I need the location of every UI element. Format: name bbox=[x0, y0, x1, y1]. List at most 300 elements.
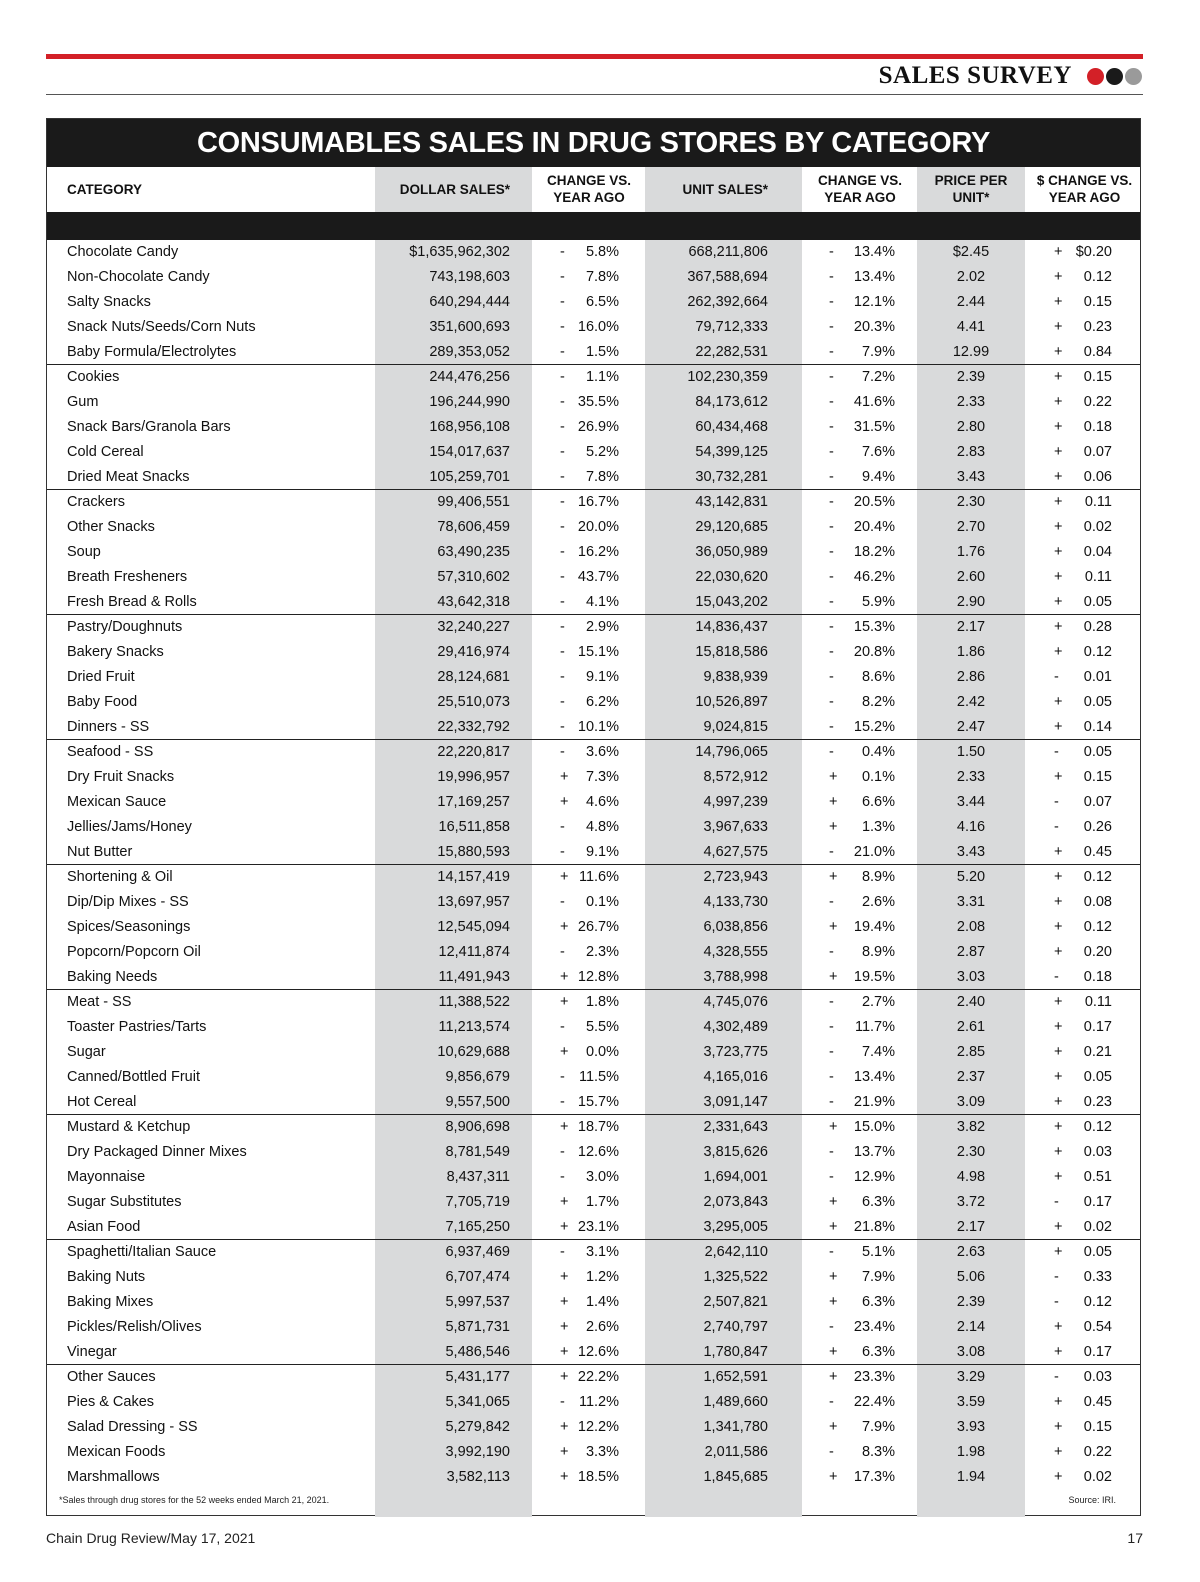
price-cell: 3.93 bbox=[956, 1419, 986, 1435]
dollar-change-value: 2.3% bbox=[585, 944, 619, 960]
price-change-sign: - bbox=[1054, 794, 1059, 810]
dollar-sales-cell: 16,511,858 bbox=[438, 819, 510, 835]
table-row bbox=[47, 1015, 1140, 1040]
dollar-change-sign: - bbox=[560, 894, 565, 910]
unit-change-sign: + bbox=[829, 1219, 838, 1235]
table-row bbox=[47, 1090, 1140, 1115]
dollar-change-cell bbox=[535, 990, 635, 1015]
category-cell: Pastry/Doughnuts bbox=[67, 619, 183, 635]
price-change-cell bbox=[1027, 1240, 1142, 1265]
unit-change-sign: - bbox=[829, 1244, 834, 1260]
dollar-change-cell bbox=[535, 790, 635, 815]
dollar-change-cell bbox=[535, 1440, 635, 1465]
dollar-change-value: 18.5% bbox=[577, 1469, 619, 1485]
unit-change-value: 8.6% bbox=[861, 669, 895, 685]
unit-change-value: 5.1% bbox=[861, 1244, 895, 1260]
unit-change-sign: - bbox=[829, 844, 834, 860]
price-change-value: 0.21 bbox=[1083, 1044, 1112, 1060]
category-cell: Spices/Seasonings bbox=[67, 919, 191, 935]
table-row bbox=[47, 515, 1140, 540]
unit-sales-cell: 1,652,591 bbox=[703, 1369, 768, 1385]
unit-sales-cell: 668,211,806 bbox=[688, 244, 768, 260]
section-dots bbox=[1087, 68, 1142, 85]
dollar-sales-cell: 19,996,957 bbox=[437, 769, 510, 785]
price-change-sign: + bbox=[1054, 844, 1063, 860]
dollar-sales-cell: 78,606,459 bbox=[437, 519, 510, 535]
price-change-sign: + bbox=[1054, 369, 1063, 385]
dollar-change-cell bbox=[535, 490, 635, 515]
unit-change-cell bbox=[803, 615, 915, 640]
unit-sales-cell: 43,142,831 bbox=[695, 494, 768, 510]
price-cell: 2.44 bbox=[956, 294, 986, 310]
dollar-sales-cell: 28,124,681 bbox=[437, 669, 510, 685]
price-cell: 3.72 bbox=[956, 1194, 986, 1210]
price-change-cell bbox=[1027, 1140, 1142, 1165]
category-cell: Other Snacks bbox=[67, 519, 155, 535]
dollar-change-value: 6.5% bbox=[585, 294, 619, 310]
unit-change-cell bbox=[803, 540, 915, 565]
price-change-value: 0.03 bbox=[1083, 1369, 1112, 1385]
dollar-sales-cell: 5,431,177 bbox=[445, 1369, 510, 1385]
price-cell: 3.43 bbox=[956, 469, 986, 485]
category-cell: Cold Cereal bbox=[67, 444, 144, 460]
unit-change-value: 22.4% bbox=[853, 1394, 895, 1410]
dollar-change-sign: - bbox=[560, 394, 565, 410]
dollar-sales-cell: 154,017,637 bbox=[429, 444, 510, 460]
price-change-value: 0.28 bbox=[1083, 619, 1112, 635]
dollar-change-sign: + bbox=[560, 1269, 569, 1285]
price-change-sign: + bbox=[1054, 444, 1063, 460]
table-row bbox=[47, 390, 1140, 415]
unit-change-sign: + bbox=[829, 919, 838, 935]
dollar-change-sign: + bbox=[560, 1294, 569, 1310]
category-cell: Seafood - SS bbox=[67, 744, 154, 760]
header-dollar-change-line1: CHANGE VS. bbox=[546, 173, 631, 188]
unit-change-value: 8.9% bbox=[861, 944, 895, 960]
price-cell: 2.42 bbox=[956, 694, 986, 710]
unit-change-cell bbox=[803, 565, 915, 590]
price-cell: 2.33 bbox=[956, 394, 986, 410]
red-dot bbox=[1087, 68, 1104, 85]
dollar-change-value: 5.2% bbox=[585, 444, 619, 460]
category-cell: Mexican Sauce bbox=[67, 794, 167, 810]
price-cell: 2.17 bbox=[956, 619, 986, 635]
dollar-change-sign: + bbox=[560, 1419, 569, 1435]
dollar-change-sign: - bbox=[560, 1019, 565, 1035]
unit-change-value: 11.7% bbox=[854, 1019, 895, 1035]
dollar-change-sign: - bbox=[560, 1069, 565, 1085]
section-title: SALES SURVEY bbox=[878, 62, 1072, 89]
header-category: CATEGORY bbox=[67, 181, 143, 197]
unit-change-cell bbox=[803, 240, 915, 265]
dollar-change-cell bbox=[535, 590, 635, 615]
dollar-change-cell bbox=[535, 865, 635, 890]
dollar-change-value: 26.7% bbox=[577, 919, 619, 935]
dollar-change-sign: + bbox=[560, 794, 569, 810]
price-change-value: 0.11 bbox=[1084, 994, 1112, 1010]
unit-sales-cell: 8,572,912 bbox=[703, 769, 768, 785]
price-cell: 2.86 bbox=[956, 669, 986, 685]
price-change-value: 0.51 bbox=[1083, 1169, 1112, 1185]
price-cell: 1.76 bbox=[956, 544, 986, 560]
dollar-sales-cell: 17,169,257 bbox=[437, 794, 510, 810]
dollar-change-sign: - bbox=[560, 269, 565, 285]
unit-sales-cell: 102,230,359 bbox=[687, 369, 768, 385]
dollar-sales-cell: 99,406,551 bbox=[437, 494, 510, 510]
dollar-change-sign: - bbox=[560, 544, 565, 560]
dollar-change-value: 0.1% bbox=[585, 894, 619, 910]
price-change-sign: + bbox=[1054, 694, 1063, 710]
header-dollar-sales: DOLLAR SALES* bbox=[399, 181, 510, 197]
table-row bbox=[47, 1265, 1140, 1290]
price-change-value: 0.02 bbox=[1083, 519, 1112, 535]
dollar-sales-cell: 5,486,546 bbox=[445, 1344, 510, 1360]
dollar-sales-cell: 7,165,250 bbox=[445, 1219, 510, 1235]
price-cell: 1.98 bbox=[956, 1444, 986, 1460]
price-change-cell bbox=[1027, 1415, 1142, 1440]
price-change-cell bbox=[1027, 840, 1142, 865]
unit-change-cell bbox=[803, 1015, 915, 1040]
unit-sales-cell: 4,997,239 bbox=[703, 794, 768, 810]
unit-change-sign: - bbox=[829, 469, 834, 485]
dollar-change-sign: + bbox=[560, 1194, 569, 1210]
unit-sales-cell: 60,434,468 bbox=[695, 419, 768, 435]
price-cell: 2.70 bbox=[956, 519, 986, 535]
price-change-cell bbox=[1027, 540, 1142, 565]
dollar-change-cell bbox=[535, 540, 635, 565]
table-row bbox=[47, 1365, 1140, 1390]
category-cell: Vinegar bbox=[67, 1344, 117, 1360]
price-change-sign: + bbox=[1054, 594, 1063, 610]
dollar-change-cell bbox=[535, 265, 635, 290]
price-change-sign: + bbox=[1054, 319, 1063, 335]
price-change-sign: + bbox=[1054, 994, 1063, 1010]
dollar-sales-cell: 244,476,256 bbox=[429, 369, 510, 385]
table-body bbox=[47, 240, 1140, 1490]
unit-sales-cell: 22,030,620 bbox=[695, 569, 768, 585]
price-change-cell bbox=[1027, 590, 1142, 615]
dollar-sales-cell: $1,635,962,302 bbox=[409, 244, 510, 260]
unit-change-cell bbox=[803, 440, 915, 465]
unit-change-cell bbox=[803, 1340, 915, 1365]
dollar-change-cell bbox=[535, 565, 635, 590]
unit-sales-cell: 1,489,660 bbox=[703, 1394, 768, 1410]
price-change-value: 0.22 bbox=[1083, 1444, 1112, 1460]
dollar-sales-cell: 13,697,957 bbox=[437, 894, 510, 910]
header-unit-change bbox=[803, 167, 917, 211]
dollar-sales-cell: 743,198,603 bbox=[429, 269, 510, 285]
dollar-change-cell bbox=[535, 665, 635, 690]
price-cell: 3.29 bbox=[956, 1369, 986, 1385]
price-cell: 2.85 bbox=[956, 1044, 986, 1060]
dollar-change-value: 16.2% bbox=[577, 544, 619, 560]
price-change-cell bbox=[1027, 340, 1142, 365]
unit-sales-cell: 9,838,939 bbox=[703, 669, 768, 685]
dollar-sales-cell: 15,880,593 bbox=[437, 844, 510, 860]
price-change-sign: + bbox=[1054, 619, 1063, 635]
table-row bbox=[47, 315, 1140, 340]
price-change-value: 0.17 bbox=[1083, 1194, 1112, 1210]
dollar-change-sign: - bbox=[560, 844, 565, 860]
unit-change-sign: - bbox=[829, 444, 834, 460]
price-cell: 4.41 bbox=[956, 319, 986, 335]
table-row bbox=[47, 840, 1140, 865]
unit-change-sign: - bbox=[829, 1144, 834, 1160]
dollar-change-value: 9.1% bbox=[585, 669, 619, 685]
dollar-sales-cell: 8,437,311 bbox=[446, 1169, 510, 1185]
price-change-value: 0.12 bbox=[1083, 1294, 1112, 1310]
unit-change-value: 7.2% bbox=[861, 369, 895, 385]
unit-change-value: 6.6% bbox=[861, 794, 895, 810]
price-cell: 1.50 bbox=[956, 744, 986, 760]
unit-change-value: 19.5% bbox=[853, 969, 895, 985]
dollar-change-value: 16.7% bbox=[577, 494, 619, 510]
dollar-change-cell bbox=[535, 1265, 635, 1290]
price-cell: 2.30 bbox=[956, 494, 986, 510]
price-change-cell bbox=[1027, 265, 1142, 290]
unit-sales-cell: 1,845,685 bbox=[703, 1469, 768, 1485]
price-change-value: 0.08 bbox=[1083, 894, 1112, 910]
dollar-change-value: 43.7% bbox=[577, 569, 619, 585]
table-row bbox=[47, 1340, 1140, 1365]
unit-change-cell bbox=[803, 890, 915, 915]
unit-sales-cell: 3,723,775 bbox=[703, 1044, 768, 1060]
dollar-change-value: 35.5% bbox=[577, 394, 619, 410]
category-cell: Chocolate Candy bbox=[67, 244, 179, 260]
dollar-change-cell bbox=[535, 1090, 635, 1115]
sales-table bbox=[46, 118, 1141, 1516]
price-change-sign: + bbox=[1054, 1094, 1063, 1110]
price-change-cell bbox=[1027, 1165, 1142, 1190]
price-change-sign: + bbox=[1054, 1319, 1063, 1335]
unit-change-sign: - bbox=[829, 394, 834, 410]
table-row bbox=[47, 665, 1140, 690]
price-change-sign: + bbox=[1054, 944, 1063, 960]
price-change-sign: - bbox=[1054, 744, 1059, 760]
price-change-cell bbox=[1027, 965, 1142, 990]
table-row bbox=[47, 1465, 1140, 1490]
unit-sales-cell: 15,043,202 bbox=[695, 594, 768, 610]
unit-change-cell bbox=[803, 1440, 915, 1465]
dollar-change-sign: - bbox=[560, 369, 565, 385]
dollar-sales-cell: 32,240,227 bbox=[437, 619, 510, 635]
publication-footer: Chain Drug Review/May 17, 2021 bbox=[46, 1530, 256, 1546]
header-black-band bbox=[47, 212, 1140, 240]
price-change-sign: + bbox=[1054, 419, 1063, 435]
price-change-cell bbox=[1027, 415, 1142, 440]
dollar-change-cell bbox=[535, 365, 635, 390]
dollar-change-cell bbox=[535, 1390, 635, 1415]
table-row bbox=[47, 615, 1140, 640]
price-change-value: 0.17 bbox=[1083, 1019, 1112, 1035]
unit-change-cell bbox=[803, 1040, 915, 1065]
price-change-sign: + bbox=[1054, 1219, 1063, 1235]
table-row bbox=[47, 990, 1140, 1015]
unit-change-sign: + bbox=[829, 1269, 838, 1285]
price-change-cell bbox=[1027, 515, 1142, 540]
unit-change-sign: - bbox=[829, 1019, 834, 1035]
price-change-cell bbox=[1027, 765, 1142, 790]
price-change-sign: + bbox=[1054, 644, 1063, 660]
dollar-change-cell bbox=[535, 1240, 635, 1265]
black-dot bbox=[1106, 68, 1123, 85]
unit-change-value: 7.4% bbox=[861, 1044, 895, 1060]
unit-sales-cell: 15,818,586 bbox=[695, 644, 768, 660]
dollar-change-sign: + bbox=[560, 869, 569, 885]
unit-change-sign: - bbox=[829, 1319, 834, 1335]
price-cell: 3.03 bbox=[956, 969, 986, 985]
category-cell: Marshmallows bbox=[67, 1469, 160, 1485]
dollar-change-cell bbox=[535, 1165, 635, 1190]
category-cell: Mexican Foods bbox=[67, 1444, 166, 1460]
unit-change-cell bbox=[803, 640, 915, 665]
unit-change-sign: - bbox=[829, 744, 834, 760]
category-cell: Nut Butter bbox=[67, 844, 133, 860]
price-change-sign: + bbox=[1054, 494, 1063, 510]
unit-change-value: 2.6% bbox=[861, 894, 895, 910]
dollar-sales-cell: 8,906,698 bbox=[445, 1119, 510, 1135]
category-cell: Bakery Snacks bbox=[67, 644, 164, 660]
dollar-change-sign: - bbox=[560, 1169, 565, 1185]
dollar-change-cell bbox=[535, 1015, 635, 1040]
header-price-line2: UNIT* bbox=[952, 190, 990, 205]
dollar-sales-cell: 22,332,792 bbox=[437, 719, 510, 735]
unit-change-sign: - bbox=[829, 1444, 834, 1460]
unit-change-sign: + bbox=[829, 969, 838, 985]
unit-change-value: 8.2% bbox=[861, 694, 895, 710]
header-dollar-change-price bbox=[1027, 167, 1142, 211]
price-cell: 2.63 bbox=[956, 1244, 986, 1260]
dollar-change-value: 4.1% bbox=[585, 594, 619, 610]
dollar-change-value: 1.2% bbox=[585, 1269, 619, 1285]
unit-change-value: 0.1% bbox=[861, 769, 895, 785]
unit-change-cell bbox=[803, 940, 915, 965]
category-cell: Sugar bbox=[67, 1044, 106, 1060]
dollar-change-value: 1.4% bbox=[585, 1294, 619, 1310]
price-change-sign: + bbox=[1054, 294, 1063, 310]
dollar-change-value: 16.0% bbox=[577, 319, 619, 335]
unit-change-value: 18.2% bbox=[853, 544, 895, 560]
price-change-sign: + bbox=[1054, 269, 1063, 285]
dollar-sales-cell: 63,490,235 bbox=[437, 544, 510, 560]
dollar-change-sign: - bbox=[560, 619, 565, 635]
price-change-value: 0.18 bbox=[1083, 969, 1112, 985]
dollar-sales-cell: 25,510,073 bbox=[437, 694, 510, 710]
dollar-change-value: 7.8% bbox=[585, 269, 619, 285]
price-change-sign: + bbox=[1054, 569, 1063, 585]
price-change-cell bbox=[1027, 1440, 1142, 1465]
unit-change-value: 15.0% bbox=[853, 1119, 895, 1135]
price-cell: 3.44 bbox=[956, 794, 986, 810]
price-change-cell bbox=[1027, 990, 1142, 1015]
table-row bbox=[47, 365, 1140, 390]
dollar-change-sign: - bbox=[560, 469, 565, 485]
price-change-cell bbox=[1027, 1315, 1142, 1340]
price-change-value: 0.06 bbox=[1083, 469, 1112, 485]
dollar-change-sign: + bbox=[560, 1344, 569, 1360]
price-change-sign: + bbox=[1054, 769, 1063, 785]
unit-sales-cell: 14,796,065 bbox=[695, 744, 768, 760]
table-row bbox=[47, 290, 1140, 315]
table-row bbox=[47, 1140, 1140, 1165]
unit-change-value: 12.9% bbox=[853, 1169, 895, 1185]
header-dollar-change-line2: YEAR AGO bbox=[553, 190, 625, 205]
category-cell: Shortening & Oil bbox=[67, 869, 173, 885]
dollar-change-value: 22.2% bbox=[577, 1369, 619, 1385]
unit-sales-cell: 1,694,001 bbox=[703, 1169, 768, 1185]
table-row bbox=[47, 1440, 1140, 1465]
table-row bbox=[47, 690, 1140, 715]
price-change-cell bbox=[1027, 1340, 1142, 1365]
price-change-value: 0.12 bbox=[1083, 1119, 1112, 1135]
dollar-change-sign: - bbox=[560, 569, 565, 585]
dollar-change-sign: - bbox=[560, 944, 565, 960]
unit-sales-cell: 79,712,333 bbox=[695, 319, 768, 335]
dollar-change-value: 3.6% bbox=[585, 744, 619, 760]
unit-change-value: 13.4% bbox=[853, 269, 895, 285]
unit-change-value: 6.3% bbox=[861, 1344, 895, 1360]
dollar-change-value: 12.6% bbox=[577, 1144, 619, 1160]
unit-sales-cell: 3,091,147 bbox=[703, 1094, 768, 1110]
price-cell: 1.94 bbox=[956, 1469, 986, 1485]
dollar-sales-cell: 7,705,719 bbox=[445, 1194, 510, 1210]
unit-change-sign: - bbox=[829, 694, 834, 710]
table-row bbox=[47, 1040, 1140, 1065]
table-row bbox=[47, 640, 1140, 665]
price-change-cell bbox=[1027, 715, 1142, 740]
dollar-change-cell bbox=[535, 1115, 635, 1140]
dollar-change-cell bbox=[535, 740, 635, 765]
price-cell: 2.37 bbox=[956, 1069, 986, 1085]
dollar-sales-cell: 12,545,094 bbox=[437, 919, 510, 935]
price-change-value: 0.15 bbox=[1083, 769, 1112, 785]
dollar-change-value: 15.1% bbox=[577, 644, 619, 660]
unit-sales-cell: 10,526,897 bbox=[695, 694, 768, 710]
unit-change-cell bbox=[803, 715, 915, 740]
price-change-sign: - bbox=[1054, 969, 1059, 985]
table-row bbox=[47, 490, 1140, 515]
price-cell: 2.02 bbox=[956, 269, 986, 285]
table-row bbox=[47, 1415, 1140, 1440]
price-cell: 3.82 bbox=[956, 1119, 986, 1135]
price-change-cell bbox=[1027, 740, 1142, 765]
dollar-change-sign: + bbox=[560, 1119, 569, 1135]
unit-change-cell bbox=[803, 590, 915, 615]
price-change-value: 0.05 bbox=[1083, 594, 1112, 610]
table-row bbox=[47, 1115, 1140, 1140]
category-cell: Fresh Bread & Rolls bbox=[67, 594, 197, 610]
category-cell: Cookies bbox=[67, 369, 120, 385]
category-cell: Dry Fruit Snacks bbox=[67, 769, 175, 785]
price-change-sign: + bbox=[1054, 719, 1063, 735]
table-row bbox=[47, 715, 1140, 740]
table-row bbox=[47, 340, 1140, 365]
dollar-change-sign: + bbox=[560, 1444, 569, 1460]
table-row bbox=[47, 1390, 1140, 1415]
dollar-sales-cell: 3,582,113 bbox=[446, 1469, 510, 1485]
dollar-change-sign: - bbox=[560, 644, 565, 660]
unit-change-sign: - bbox=[829, 994, 834, 1010]
price-change-value: 0.17 bbox=[1083, 1344, 1112, 1360]
price-change-sign: + bbox=[1054, 869, 1063, 885]
price-change-value: 0.14 bbox=[1083, 719, 1112, 735]
unit-change-sign: + bbox=[829, 1194, 838, 1210]
price-change-value: 0.11 bbox=[1084, 494, 1112, 510]
unit-change-sign: - bbox=[829, 619, 834, 635]
price-change-sign: + bbox=[1054, 469, 1063, 485]
price-change-cell bbox=[1027, 290, 1142, 315]
dollar-change-cell bbox=[535, 815, 635, 840]
